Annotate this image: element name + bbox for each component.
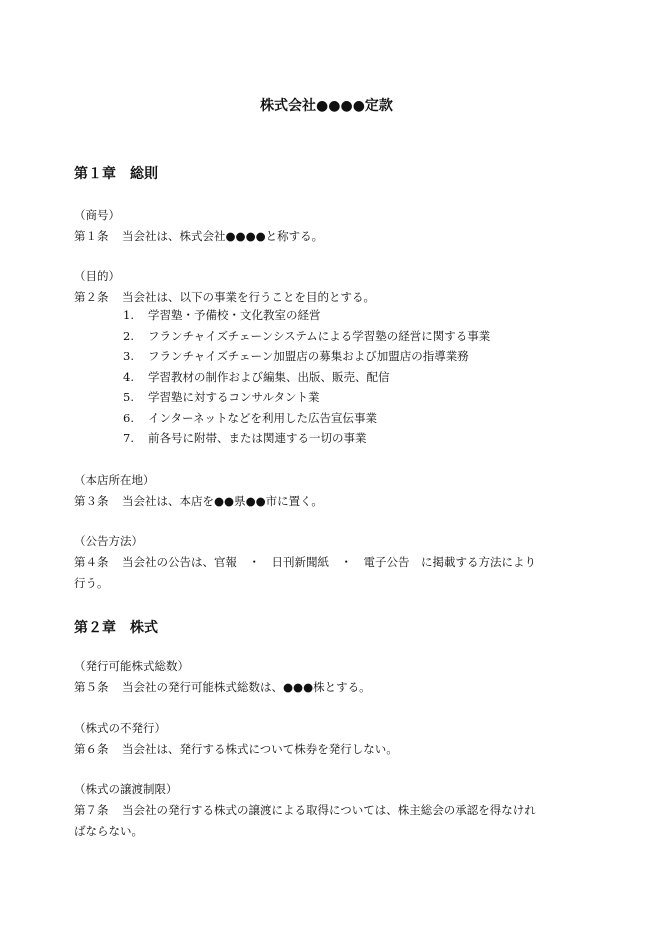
list-item-text: フランチャイズチェーン加盟店の募集および加盟店の指導業務 [148, 349, 469, 363]
article-6-text: 当会社は、発行する株式について株券を発行しない。 [122, 742, 398, 756]
article-6-number: 第６条 [74, 742, 109, 756]
article-3-heading: （本店所在地） [74, 473, 155, 487]
article-7-line [74, 802, 536, 818]
article-2-line [74, 289, 375, 305]
article-7-text: 当会社の発行する株式の譲渡による取得については、株主総会の承認を得なけれ [122, 803, 536, 817]
list-item-text: 学習教材の制作および編集、出版、販売、配信 [148, 369, 390, 384]
article-3-line [74, 493, 323, 509]
list-item-number: 1. [123, 308, 134, 322]
article-1-text: 当会社は、株式会社●●●●と称する。 [122, 229, 324, 243]
list-item-text: 前各号に附帯、または関連する一切の事業 [148, 431, 367, 445]
article-2-text: 当会社は、以下の事業を行うことを目的とする。 [122, 290, 375, 304]
article-7-heading: （株式の譲渡制限） [74, 782, 178, 796]
list-item [123, 387, 490, 408]
list-item-number: 6. [123, 410, 134, 425]
article-4-continuation: 行う。 [74, 576, 109, 590]
article-4-number: 第４条 [74, 555, 109, 569]
article-3-text: 当会社は、本店を●●県●●市に置く。 [122, 494, 323, 508]
article-6-heading: （株式の不発行） [74, 721, 166, 735]
article-5-number: 第５条 [74, 680, 109, 694]
article-7-number: 第７条 [74, 803, 109, 817]
list-item [123, 428, 490, 449]
list-item-text: フランチャイズチェーンシステムによる学習塾の経営に関する事業 [148, 328, 491, 343]
list-item-number: 7. [123, 431, 134, 445]
article-3-number: 第３条 [74, 494, 109, 508]
article-5-heading: （発行可能株式総数） [74, 659, 189, 673]
list-item [123, 305, 490, 326]
article-2-number: 第２条 [74, 290, 109, 304]
article-5-line [74, 679, 371, 695]
article-5-text: 当会社の発行可能株式総数は、●●●株とする。 [122, 680, 371, 694]
list-item [123, 408, 490, 429]
chapter-2-heading: 第２章 株式 [74, 620, 158, 636]
list-item-text: 学習塾・予備校・文化教室の経営 [148, 308, 321, 322]
list-item [123, 367, 490, 388]
document-title: 株式会社●●●●定款 [260, 98, 393, 114]
list-item [123, 346, 490, 367]
article-4-heading: （公告方法） [74, 534, 143, 548]
list-item-number: 2. [123, 328, 134, 343]
list-item-text: 学習塾に対するコンサルタント業 [148, 390, 320, 404]
article-1-line [74, 228, 323, 244]
article-6-line [74, 741, 398, 757]
article-2-heading: （目的） [74, 269, 120, 283]
list-item-number: 4. [123, 369, 134, 384]
article-4-text: 当会社の公告は、官報 ・ 日刊新聞紙 ・ 電子公告 に掲載する方法により [122, 555, 536, 569]
list-item [123, 326, 490, 347]
article-7-continuation: ばならない。 [74, 824, 143, 838]
list-item-number: 5. [123, 390, 134, 404]
chapter-1-heading: 第１章 総則 [74, 166, 158, 182]
article-1-heading: （商号） [74, 208, 120, 222]
article-2-item-list [123, 305, 490, 449]
list-item-number: 3. [123, 349, 134, 363]
list-item-text: インターネットなどを利用した広告宣伝事業 [148, 410, 377, 425]
article-4-line [74, 554, 536, 570]
article-1-number: 第１条 [74, 229, 109, 243]
